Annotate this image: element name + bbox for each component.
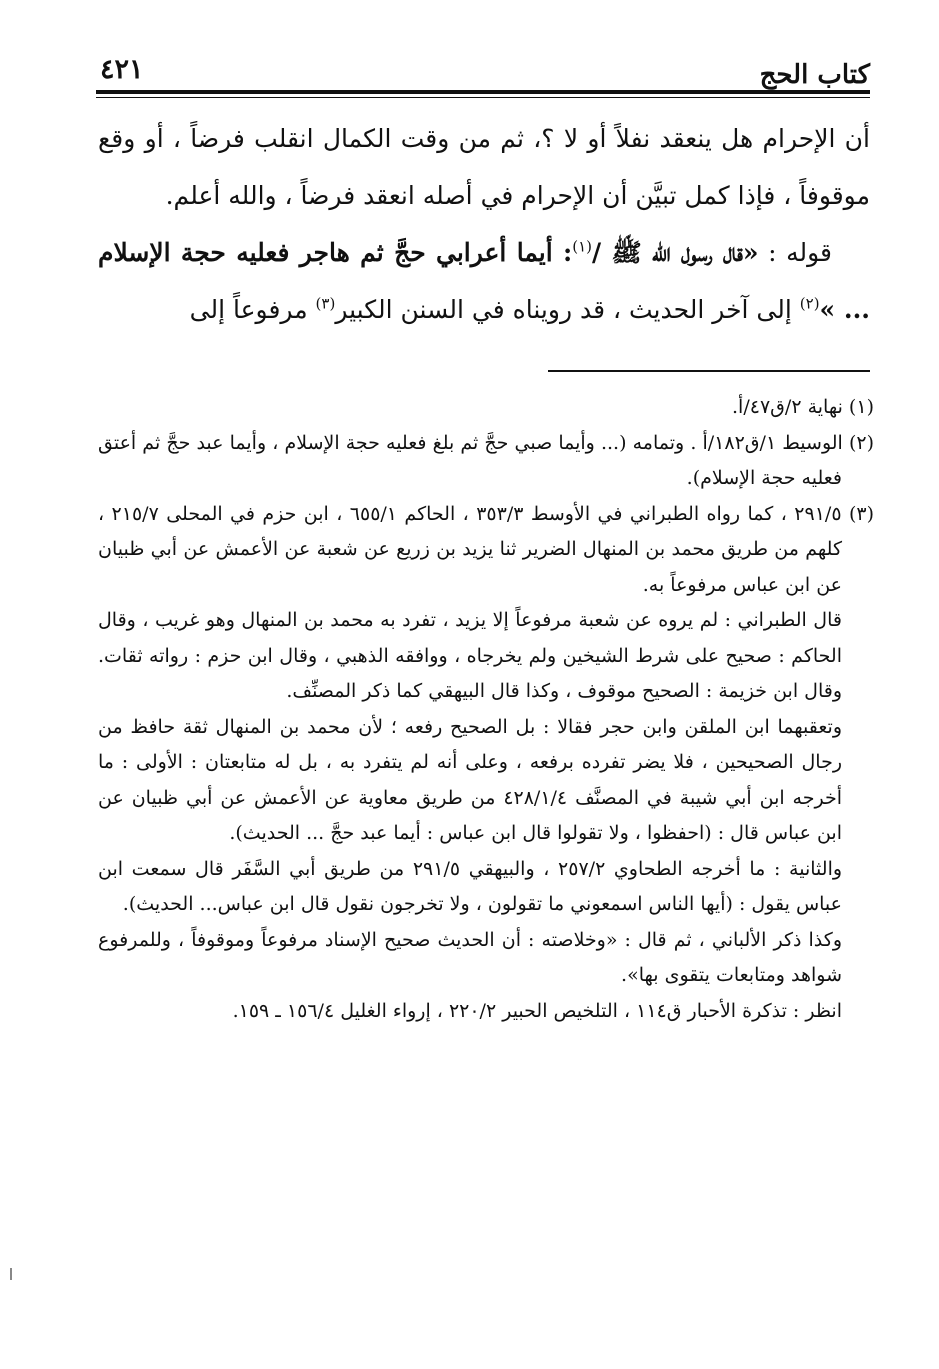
footnote-1: (١) نهاية ٢/ق٤٧/أ. (732, 396, 874, 418)
footnote-3-paragraph: قال الطبراني : لم يروه عن شعبة مرفوعاً إلا يزيد ، تفرد به محمد بن المنهال وهو غريب ، وقال الحاكم : صحيح على شرط الشيخين ولم يخرجاه ، ووافقه الذهبي ، وقال ابن حزم : رواته ثقات. وقال ابن خزيمة : الصحيح موقوف ، وكذا قال البيهقي كما ذكر المصنِّف. (98, 609, 842, 702)
footnote-ref-1: (١) (572, 237, 593, 256)
footnote-2: (٢) الوسيط ١/ق١٨٢/أ . وتمامه (... وأيما صبي حجَّ ثم بلغ فعليه حجة الإسلام ، وأيما عبد حجَّ ثم أعتق فعليه حجة الإسلام). (98, 431, 874, 489)
footnote-ref-3: (٣) (315, 294, 336, 313)
header-rule (96, 90, 870, 94)
footnote-3: (٣) ٢٩١/٥ ، كما رواه الطبراني في الأوسط ٣٥٣/٣ ، الحاكم ٦٥٥/١ ، ابن حزم في المحلى ٢١٥/٧ ، كلهم من طريق محمد بن المنهال الضرير ثنا يزيد بن زريع عن شعبة عن الأعمش عن أبي ظبيان عن ابن عباس مرفوعاً به. (98, 502, 874, 596)
hadith-quote-end: : أيما أعرابي حجَّ ثم هاجر فعليه حجة الإسلام ... » (98, 238, 870, 324)
main-text (98, 110, 870, 338)
footnotes (98, 390, 874, 1029)
footnote-3-paragraph: وتعقبهما ابن الملقن وابن حجر فقالا : بل الصحيح رفعه ؛ لأن محمد بن المنهال ثقة حافظ من رجال الصحيحين ، فلا يضر تفرده برفعه ، وعلى أنه لم يتفرد به ، بل له متابعتان : الأولى : ما أخرجه ابن أبي شيبة في المصنَّف ٤٢٨/١/٤ من طريق معاوية عن الأعمش عن أبي ظبيان عن ابن عباس قال : (احفظوا ، ولا تقولوا قال ابن عباس : أيما عبد حجَّ ... الحديث). (98, 715, 842, 844)
footnote-divider (548, 370, 870, 372)
main-paragraph-quote (98, 224, 870, 338)
footnote-3-paragraph: وكذا ذكر الألباني ، ثم قال : «وخلاصته : أن الحديث صحيح الإسناد مرفوعاً وموقوفاً ، وللمرفوع شواهد ومتابعات يتقوى بها». (98, 928, 842, 986)
quote-lead: قوله : (768, 238, 832, 267)
footnote-3-references: انظر : تذكرة الأحبار ق١١٤ ، التلخيص الحبير ٢٢٠/٢ ، إرواء الغليل ١٥٦/٤ ـ ١٥٩. (232, 999, 842, 1022)
running-title: كتاب الحج (759, 60, 870, 90)
footnote-3-paragraph: والثانية : ما أخرجه الطحاوي ٢٥٧/٢ ، والبيهقي ٢٩١/٥ من طريق أبي السَّفَر قال سمعت ابن عباس يقول : (أيها الناس اسمعوني ما تقولون ، ولا تخرجون نقول قال ابن عباس... الحديث). (98, 857, 843, 915)
page-number: ٤٢١ (100, 54, 144, 85)
page-header (98, 50, 870, 92)
main-paragraph: أن الإحرام هل ينعقد نفلاً أو لا ؟، ثم من وقت الكمال انقلب فرضاً ، أو وقع موقوفاً ، فإذا كمل تبيَّن أن الإحرام في أصله انعقد فرضاً ، والله أعلم. (98, 124, 870, 210)
header-rule-thin (96, 97, 870, 98)
footnote-ref-2: (٢) (799, 294, 820, 313)
quote-continuation: إلى آخر الحديث ، قد رويناه في السنن الكبير (335, 295, 792, 324)
quote-continuation-end: مرفوعاً إلى (189, 295, 308, 324)
scan-mark (10, 1268, 12, 1280)
hadith-quote-start: «قال رسول الله ﷺ / (592, 238, 759, 267)
